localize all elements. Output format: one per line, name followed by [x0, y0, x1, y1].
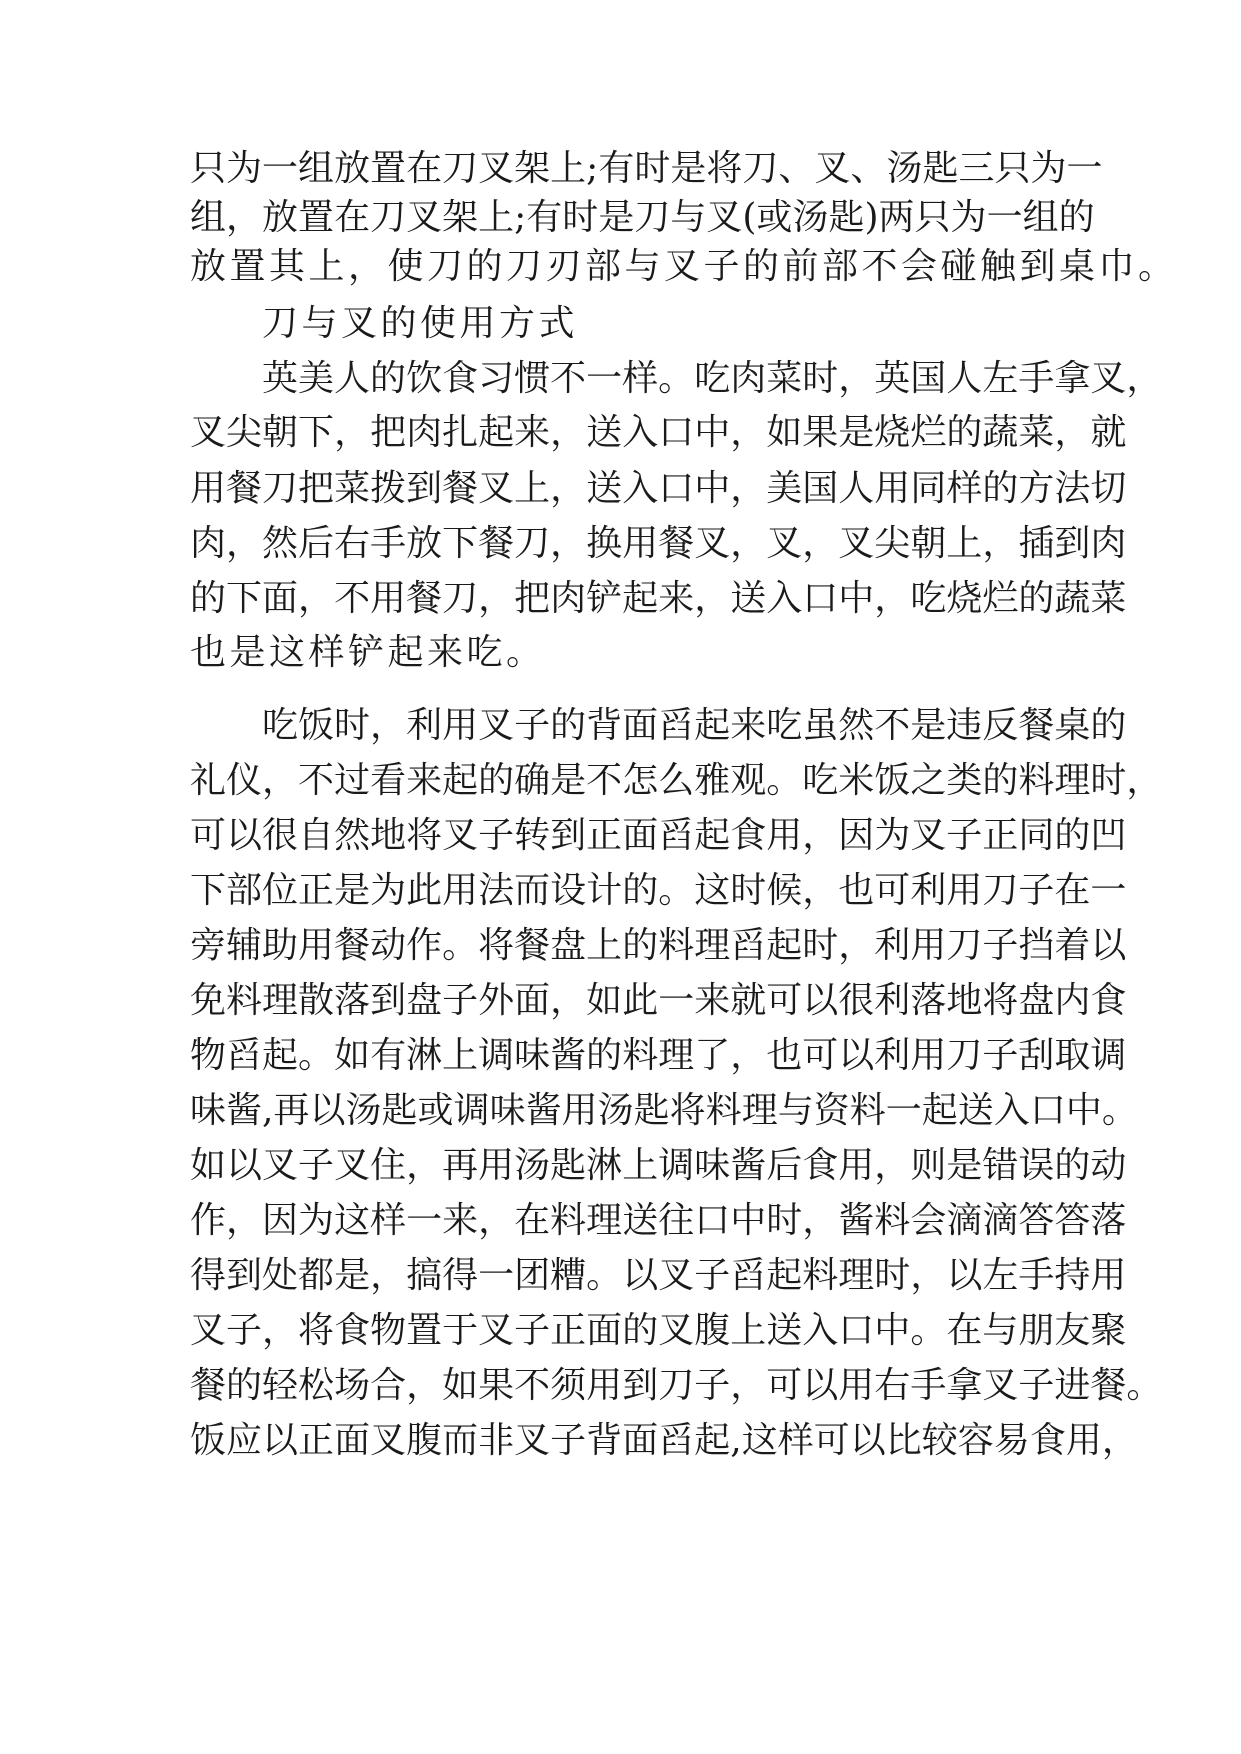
text-line: 吃 饭 时 ， 利 用 叉 子 的 背 面 舀 起 来 吃 虽 然 不 是 违 反 餐 桌 的 [262, 705, 1127, 746]
text-line: 可 以 很 自 然 地 将 叉 子 转 到 正 面 舀 起 食 用 ， 因 为 叉 子 正 同 的 凹 [190, 815, 1127, 856]
text-line: 也是这样铲起来吃。 [190, 632, 546, 673]
text-line: 味 酱 , 再 以 汤 匙 或 调 味 酱 用 汤 匙 将 料 理 与 资 料 一 起 送 入 口 中 。 [190, 1090, 1138, 1131]
text-line: 下 部 位 正 是 为 此 用 法 而 设 计 的 。 这 时 候 ， 也 可 利 用 刀 子 在 一 [190, 870, 1127, 911]
text-line: 饭 应 以 正 面 叉 腹 而 非 叉 子 背 面 舀 起 , 这 样 可 以 比 较 容 易 食 用 ， [190, 1420, 1138, 1461]
text-line: 只 为 一 组 放 置 在 刀 叉 架 上 ; 有 时 是 将 刀 、 叉 、 汤 匙 三 只 为 一 [190, 148, 1103, 189]
text-line: 礼 仪 ， 不 过 看 来 起 的 确 是 不 怎 么 雅 观 。 吃 米 饭 之 类 的 料 理 时 ， [190, 760, 1163, 801]
text-line: 作 ， 因 为 这 样 一 来 ， 在 料 理 送 往 口 中 时 ， 酱 料 会 滴 滴 答 答 落 [190, 1200, 1127, 1241]
text-line: 旁 辅 助 用 餐 动 作 。 将 餐 盘 上 的 料 理 舀 起 时 ， 利 用 刀 子 挡 着 以 [190, 925, 1127, 966]
text-line: 得 到 处 都 是 ， 搞 得 一 团 糟 。 以 叉 子 舀 起 料 理 时 ， 以 左 手 持 用 [190, 1255, 1127, 1296]
text-line: 免 料 理 散 落 到 盘 子 外 面 ， 如 此 一 来 就 可 以 很 利 落 地 将 盘 内 食 [190, 980, 1127, 1021]
text-line: 的 下 面 ， 不 用 餐 刀 ， 把 肉 铲 起 来 ， 送 入 口 中 ， 吃 烧 烂 的 蔬 菜 [190, 578, 1127, 619]
text-line: 如 以 叉 子 叉 住 ， 再 用 汤 匙 淋 上 调 味 酱 后 食 用 ， 则 是 错 误 的 动 [190, 1145, 1127, 1186]
text-line: 肉 ， 然 后 右 手 放 下 餐 刀 ， 换 用 餐 叉 ， 叉 ， 叉 尖 朝 上 ， 插 到 肉 [190, 523, 1127, 564]
text-line: 餐 的 轻 松 场 合 ， 如 果 不 须 用 到 刀 子 ， 可 以 用 右 手 拿 叉 子 进 餐 。 [190, 1365, 1163, 1406]
text-line: 叉 子 ， 将 食 物 置 于 叉 子 正 面 的 叉 腹 上 送 入 口 中 。 在 与 朋 友 聚 [190, 1310, 1127, 1351]
section-heading: 刀与叉的使用方式 [262, 303, 579, 344]
text-line: 组 ， 放 置 在 刀 叉 架 上 ; 有 时 是 刀 与 叉 ( 或 汤 匙 ) 两 只 为 一 组 的 [190, 197, 1095, 238]
text-line: 放置其上，使刀的刀刃部与叉子的前部不会碰触到桌巾。 [190, 246, 1178, 287]
text-line: 物 舀 起 。 如 有 淋 上 调 味 酱 的 料 理 了 ， 也 可 以 利 用 刀 子 刮 取 调 [190, 1035, 1127, 1076]
text-line: 英 美 人 的 饮 食 习 惯 不 一 样 。 吃 肉 菜 时 ， 英 国 人 左 手 拿 叉 ， [262, 358, 1163, 399]
text-line: 叉 尖 朝 下 ， 把 肉 扎 起 来 ， 送 入 口 中 ， 如 果 是 烧 烂 的 蔬 菜 ， 就 [190, 412, 1127, 453]
text-line: 用 餐 刀 把 菜 拨 到 餐 叉 上 ， 送 入 口 中 ， 美 国 人 用 同 样 的 方 法 切 [190, 468, 1127, 509]
